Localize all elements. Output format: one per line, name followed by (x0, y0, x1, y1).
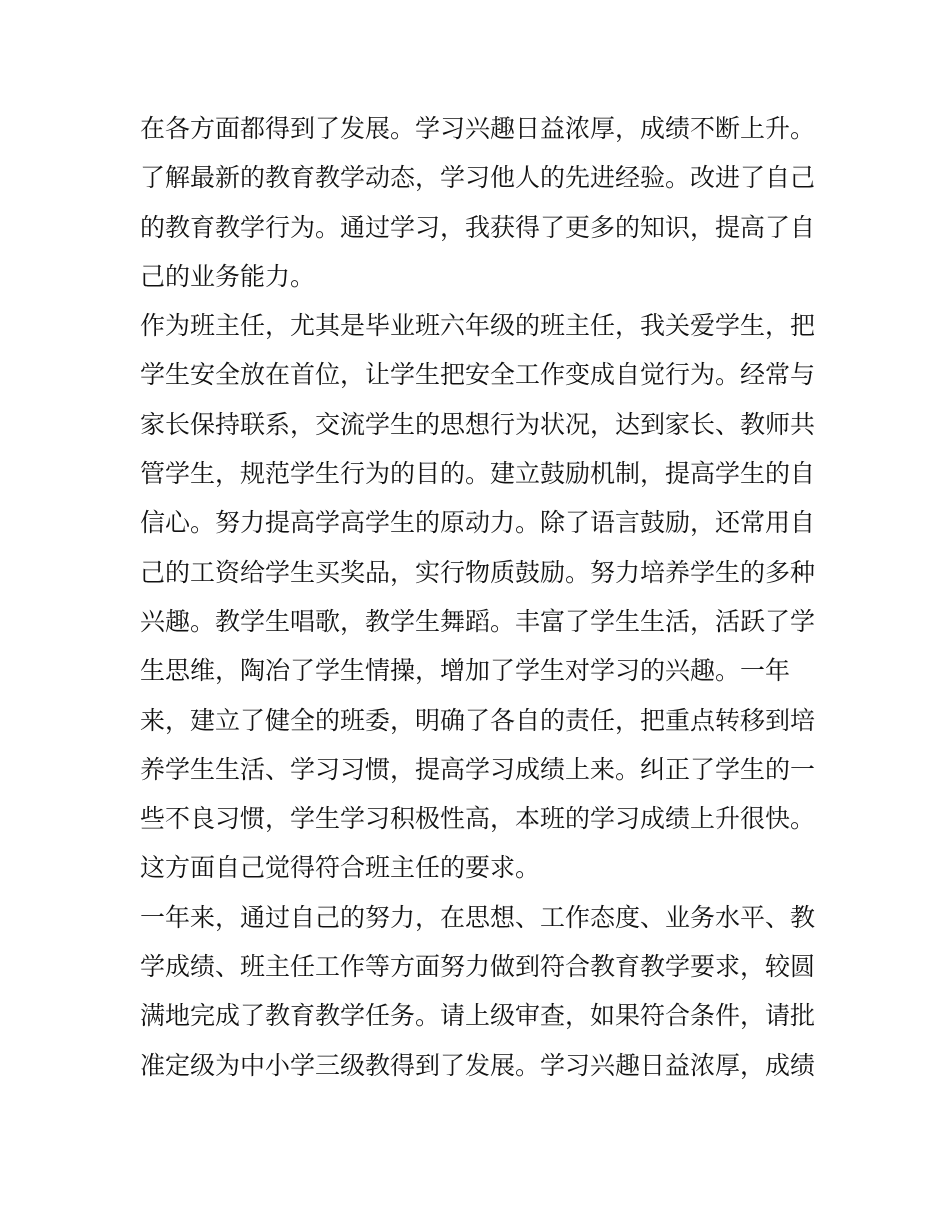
text-line: 学成绩、班主任工作等方面努力做到符合教育教学要求，较圆 (140, 952, 816, 982)
text-line: 家长保持联系，交流学生的思想行为状况，达到家长、教师共 (140, 409, 816, 439)
text-line: 作为班主任，尤其是毕业班六年级的班主任，我关爱学生，把 (140, 311, 816, 341)
text-line: 己的业务能力。 (140, 261, 316, 291)
text-line: 学生安全放在首位，让学生把安全工作变成自觉行为。经常与 (140, 360, 816, 390)
text-line: 生思维，陶冶了学生情操，增加了学生对学习的兴趣。一年 (140, 656, 791, 686)
text-line: 的教育教学行为。通过学习，我获得了更多的知识，提高了自 (140, 212, 816, 242)
text-line: 兴趣。教学生唱歌，教学生舞蹈。丰富了学生生活，活跃了学 (140, 606, 816, 636)
text-line: 些不良习惯，学生学习积极性高，本班的学习成绩上升很快。 (140, 804, 816, 834)
text-line: 一年来，通过自己的努力，在思想、工作态度、业务水平、教 (140, 902, 816, 932)
text-line: 在各方面都得到了发展。学习兴趣日益浓厚，成绩不断上升。 (140, 114, 816, 143)
text-line: 养学生生活、学习习惯，提高学习成绩上来。纠正了学生的一 (140, 754, 816, 784)
text-line: 信心。努力提高学高学生的原动力。除了语言鼓励，还常用自 (140, 508, 816, 538)
text-line: 己的工资给学生买奖品，实行物质鼓励。努力培养学生的多种 (140, 557, 816, 587)
text-line: 这方面自己觉得符合班主任的要求。 (140, 853, 541, 883)
text-line: 来，建立了健全的班委，明确了各自的责任，把重点转移到培 (140, 705, 816, 735)
text-line: 满地完成了教育教学任务。请上级审查，如果符合条件，请批 (140, 1001, 816, 1031)
body-text (140, 104, 820, 1090)
text-line: 准定级为中小学三级教得到了发展。学习兴趣日益浓厚，成绩 (140, 1050, 816, 1080)
text-line: 管学生，规范学生行为的目的。建立鼓励机制，提高学生的自 (140, 459, 816, 489)
text-line: 了解最新的教育教学动态，学习他人的先进经验。改进了自己 (140, 163, 816, 193)
